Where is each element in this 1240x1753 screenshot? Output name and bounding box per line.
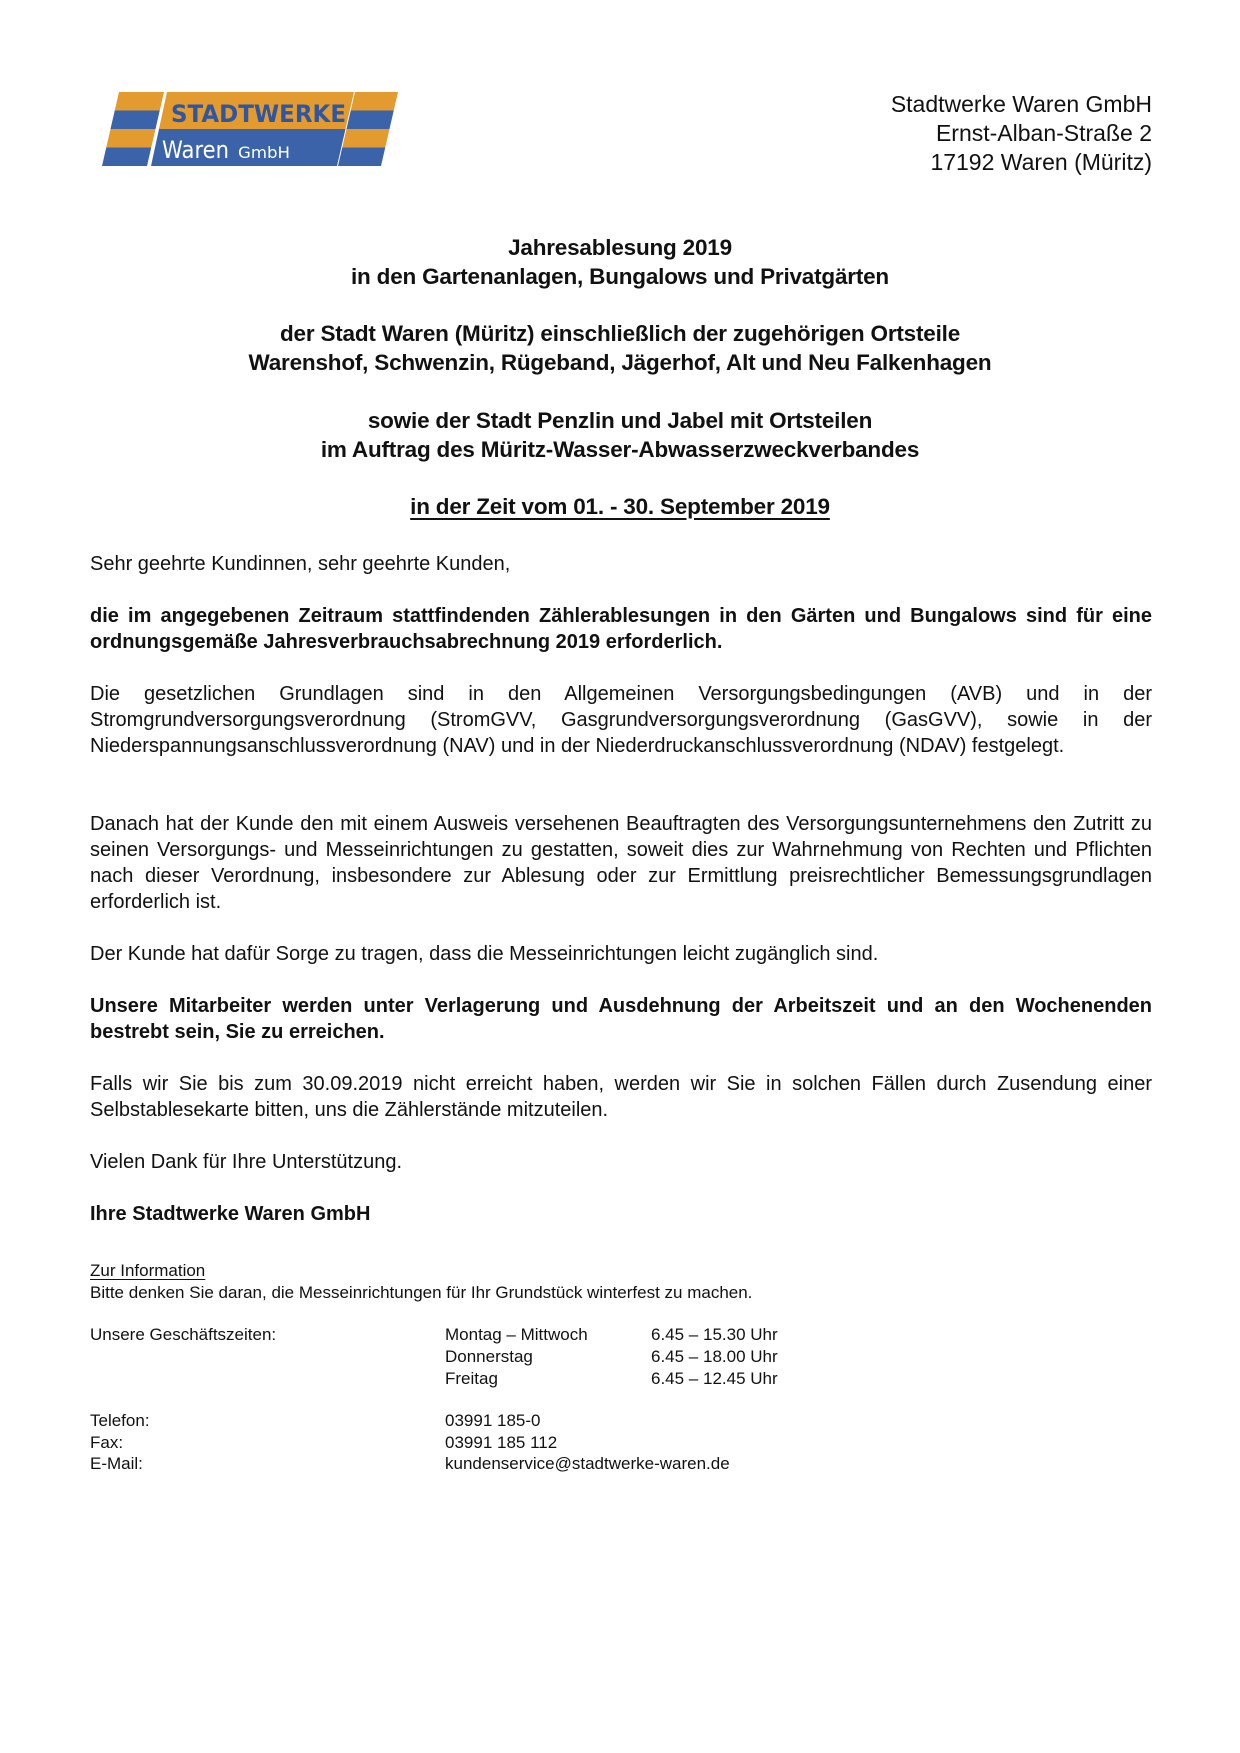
signature: Ihre Stadtwerke Waren GmbH bbox=[90, 1203, 371, 1225]
paragraph-access-obligation: Danach hat der Kunde den mit einem Ausweis versehenen Beauftragten des Versorgungsunternehmens den Zutritt zu seinen Versorgungs- und Messeinrichtungen zu gestatten, soweit dies zur Wahrnehmung von Rechten und Pflichten nach dieser Verordnung, insbesondere zur Ablesung oder zur Ermittlung preisrechtlicher Bemessungsgrundlagen erforderlich ist. bbox=[90, 813, 1152, 913]
reading-period: in der Zeit vom 01. - 30. September 2019 bbox=[410, 494, 830, 519]
hours-time: 6.45 – 15.30 Uhr bbox=[651, 1325, 778, 1344]
heading-line: in den Gartenanlagen, Bungalows und Privatgärten bbox=[351, 264, 889, 289]
business-hours-label: Unsere Geschäftszeiten: bbox=[90, 1325, 277, 1344]
email-label: E-Mail: bbox=[90, 1454, 143, 1473]
fax-value: 03991 185 112 bbox=[445, 1433, 558, 1452]
heading-line: Jahresablesung 2019 bbox=[508, 235, 732, 260]
company-logo bbox=[102, 92, 398, 166]
email-value: kundenservice@stadtwerke-waren.de bbox=[445, 1454, 730, 1473]
heading-commission bbox=[0, 406, 1240, 464]
phone-value: 03991 185-0 bbox=[445, 1411, 541, 1430]
sender-street: Ernst-Alban-Straße 2 bbox=[935, 120, 1152, 146]
paragraph-staff-effort: Unsere Mitarbeiter werden unter Verlagerung und Ausdehnung der Arbeitszeit und an den Wochenenden bestrebt sein, Sie zu erreichen. bbox=[90, 995, 1152, 1043]
heading-line: sowie der Stadt Penzlin und Jabel mit Ortsteilen bbox=[367, 408, 873, 433]
phone-label: Telefon: bbox=[90, 1411, 150, 1430]
logo-text-stadtwerke: STADTWERKE bbox=[171, 100, 346, 128]
stadtwerke-logo-graphic bbox=[102, 92, 398, 166]
hours-time: 6.45 – 12.45 Uhr bbox=[651, 1369, 778, 1388]
sender-name: Stadtwerke Waren GmbH bbox=[890, 91, 1152, 117]
paragraph-thanks: Vielen Dank für Ihre Unterstützung. bbox=[90, 1151, 403, 1173]
paragraph-customer-duty: Der Kunde hat dafür Sorge zu tragen, dass die Messeinrichtungen leicht zugänglich sind. bbox=[90, 943, 879, 965]
heading-line: im Auftrag des Müritz-Wasser-Abwasserzweckverbandes bbox=[320, 437, 920, 462]
salutation: Sehr geehrte Kundinnen, sehr geehrte Kunden, bbox=[90, 553, 511, 575]
logo-text-waren: Waren bbox=[162, 136, 229, 164]
heading-title bbox=[0, 233, 1240, 291]
hours-day: Freitag bbox=[445, 1369, 498, 1388]
heading-line: Warenshof, Schwenzin, Rügeband, Jägerhof, Alt und Neu Falkenhagen bbox=[248, 350, 992, 375]
sender-address bbox=[891, 90, 1152, 177]
paragraph-legal-basis: Die gesetzlichen Grundlagen sind in den Allgemeinen Versorgungsbedingungen (AVB) und in der Stromgrundversorgungsverordnung (StromGVV, Gasgrundversorgungsverordnung (GasGVV), sowie in der Niederspannungsanschlussverordnung (NAV) und in der Niederdruckanschlussverordnung (NDAV) festgelegt. bbox=[90, 683, 1152, 757]
info-title: Zur Information bbox=[90, 1261, 206, 1280]
fax-label: Fax: bbox=[90, 1433, 124, 1452]
heading-period bbox=[0, 492, 1240, 521]
heading-line: der Stadt Waren (Müritz) einschließlich der zugehörigen Ortsteile bbox=[279, 321, 961, 346]
hours-day: Donnerstag bbox=[445, 1347, 533, 1366]
heading-area bbox=[0, 319, 1240, 377]
hours-day: Montag – Mittwoch bbox=[445, 1325, 588, 1344]
info-text: Bitte denken Sie daran, die Messeinrichtungen für Ihr Grundstück winterfest zu machen. bbox=[90, 1283, 753, 1302]
paragraph-reading-notice: die im angegebenen Zeitraum stattfindenden Zählerablesungen in den Gärten und Bungalows sind für eine ordnungsgemäße Jahresverbrauchsabrechnung 2019 erforderlich. bbox=[90, 605, 1152, 653]
hours-time: 6.45 – 18.00 Uhr bbox=[651, 1347, 778, 1366]
paragraph-self-reading-card: Falls wir Sie bis zum 30.09.2019 nicht erreicht haben, werden wir Sie in solchen Fällen durch Zusendung einer Selbstablesekarte bitten, uns die Zählerstände mitzuteilen. bbox=[90, 1073, 1152, 1121]
sender-city: 17192 Waren (Müritz) bbox=[930, 149, 1152, 175]
logo-text-gmbh: GmbH bbox=[238, 143, 290, 162]
